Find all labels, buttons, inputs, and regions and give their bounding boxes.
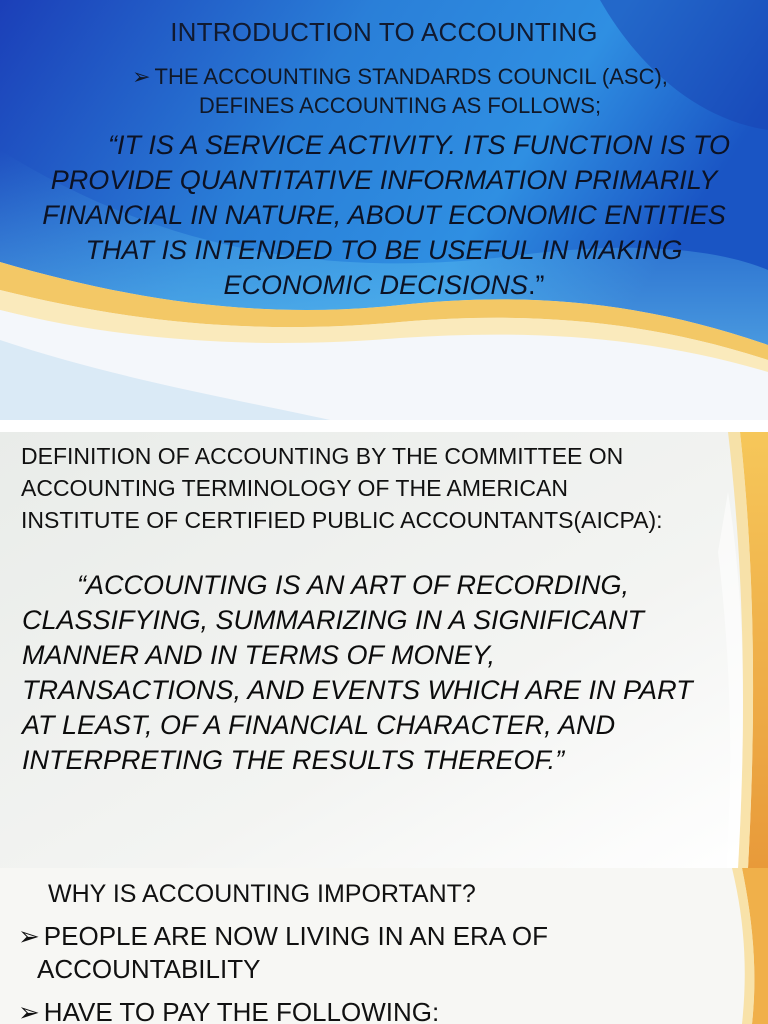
quote-line: CLASSIFYING, SUMMARIZING IN A SIGNIFICANT [22, 605, 645, 635]
quote-line: AT LEAST, OF A FINANCIAL CHARACTER, AND [22, 710, 616, 740]
heading-line: DEFINITION OF ACCOUNTING BY THE COMMITTEE ON [21, 443, 624, 469]
heading-line: INSTITUTE OF CERTIFIED PUBLIC ACCOUNTANTS(AICPA): [21, 507, 663, 533]
slide-1 [0, 0, 768, 420]
quote-line: MANNER AND IN TERMS OF MONEY, [22, 640, 496, 670]
bullet-accountability: ➢ PEOPLE ARE NOW LIVING IN AN ERA OF ACCOUNTABILITY [18, 920, 718, 986]
aicpa-definition-quote [22, 568, 752, 778]
arrow-bullet-icon: ➢ [18, 997, 40, 1024]
subtitle-line-2: DEFINES ACCOUNTING AS FOLLOWS; [198, 93, 602, 118]
slide-1-title: INTRODUCTION TO ACCOUNTING [170, 17, 598, 47]
asc-definition-quote: “IT IS A SERVICE ACTIVITY. ITS FUNCTION IS TO PROVIDE QUANTITATIVE INFORMATION PRIMARILY FINANCIAL IN NATURE, ABOUT ECONOMIC ENTITIES THAT IS INTENDED TO BE USEFUL IN MAKING ECONOMIC DECISIONS.” [42, 130, 731, 300]
bullet-pay-following: ➢ HAVE TO PAY THE FOLLOWING: [18, 996, 718, 1024]
quote-body: IT IS A SERVICE ACTIVITY. ITS FUNCTION IS TO PROVIDE QUANTITATIVE INFORMATION PRIMARILY FINANCIAL IN NATURE, ABOUT ECONOMIC ENTITIES THAT IS INTENDED TO BE USEFUL IN MAKING ECONOMIC DECISIONS [42, 130, 731, 300]
aicpa-heading [21, 440, 761, 536]
slide-3 [0, 868, 768, 1024]
bullet-continuation: ACCOUNTABILITY [37, 954, 261, 984]
quote-line: TRANSACTIONS, AND EVENTS WHICH ARE IN PART [22, 675, 693, 705]
heading-line: ACCOUNTING TERMINOLOGY OF THE AMERICAN [21, 475, 568, 501]
arrow-bullet-icon: ➢ [18, 921, 40, 951]
slide-1-subtitle [60, 62, 740, 120]
subtitle-line-1: ➢ THE ACCOUNTING STANDARDS COUNCIL (ASC), [132, 64, 668, 89]
why-important-question: WHY IS ACCOUNTING IMPORTANT? [48, 880, 476, 908]
slide-2 [0, 432, 768, 868]
quote-line: “ACCOUNTING IS AN ART OF RECORDING, [77, 570, 630, 600]
quote-line: INTERPRETING THE RESULTS THEREOF.” [22, 745, 565, 775]
arrow-bullet-icon: ➢ [132, 64, 151, 89]
